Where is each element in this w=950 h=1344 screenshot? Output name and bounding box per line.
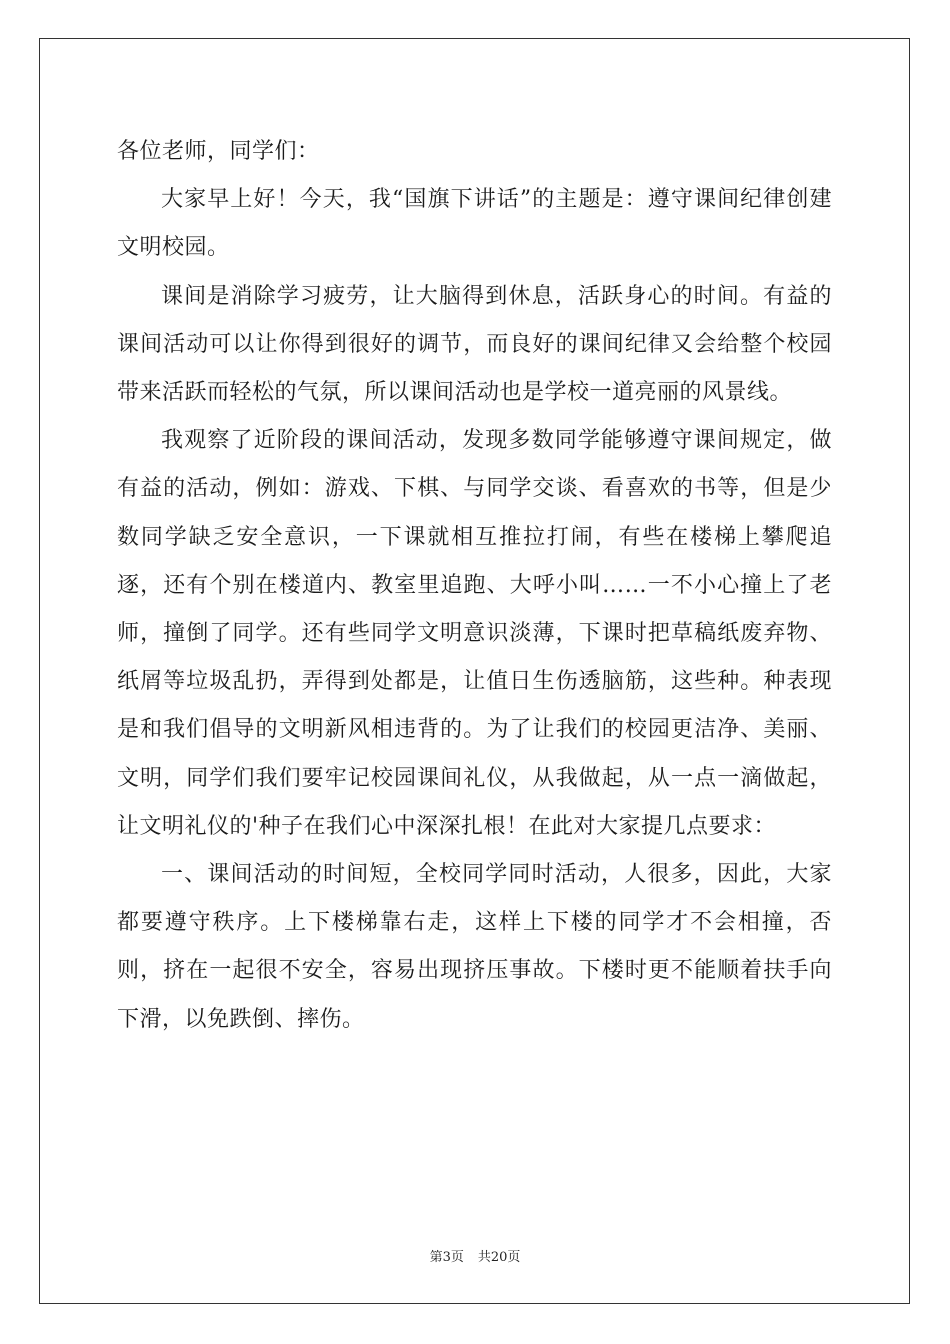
total-page-count: 共20页 xyxy=(477,1250,521,1265)
paragraph-greeting: 大家早上好！今天，我“国旗下讲话”的主题是：遵守课间纪律创建文明校园。 xyxy=(117,187,832,261)
page-footer xyxy=(0,1246,950,1265)
paragraph-requirement-one: 一、课间活动的时间短，全校同学同时活动，人很多，因此，大家都要遵守秩序。上下楼梯靠右走，这样上下楼的同学才不会相撞，否则，挤在一起很不安全，容易出现挤压事故。下楼时更不能顺着扶手向下滑，以免跌倒、摔伤。 xyxy=(117,862,832,1032)
current-page-number: 第3页 xyxy=(429,1250,464,1265)
paragraph-observation: 我观察了近阶段的课间活动，发现多数同学能够遵守课间规定，做有益的活动，例如：游戏、下棋、与同学交谈、看喜欢的书等，但是少数同学缺乏安全意识，一下课就相互推拉打闹，有些在楼梯上攀爬追逐，还有个别在楼道内、教室里追跑、大呼小叫……一不小心撞上了老师，撞倒了同学。还有些同学文明意识淡薄，下课时把草稿纸废弃物、纸屑等垃圾乱扔，弄得到处都是，让值日生伤透脑筋，这些种。种表现是和我们倡导的文明新风相违背的。为了让我们的校园更洁净、美丽、文明，同学们我们要牢记校园课间礼仪，从我做起，从一点一滴做起，让文明礼仪的'种子在我们心中深深扎根！在此对大家提几点要求： xyxy=(117,428,832,839)
paragraph-break-time: 课间是消除学习疲劳，让大脑得到休息，活跃身心的时间。有益的课间活动可以让你得到很好的调节，而良好的课间纪律又会给整个校园带来活跃而轻松的气氛，所以课间活动也是学校一道亮丽的风景线。 xyxy=(117,283,832,406)
document-body xyxy=(117,128,832,1044)
salutation: 各位老师，同学们： xyxy=(117,139,320,164)
